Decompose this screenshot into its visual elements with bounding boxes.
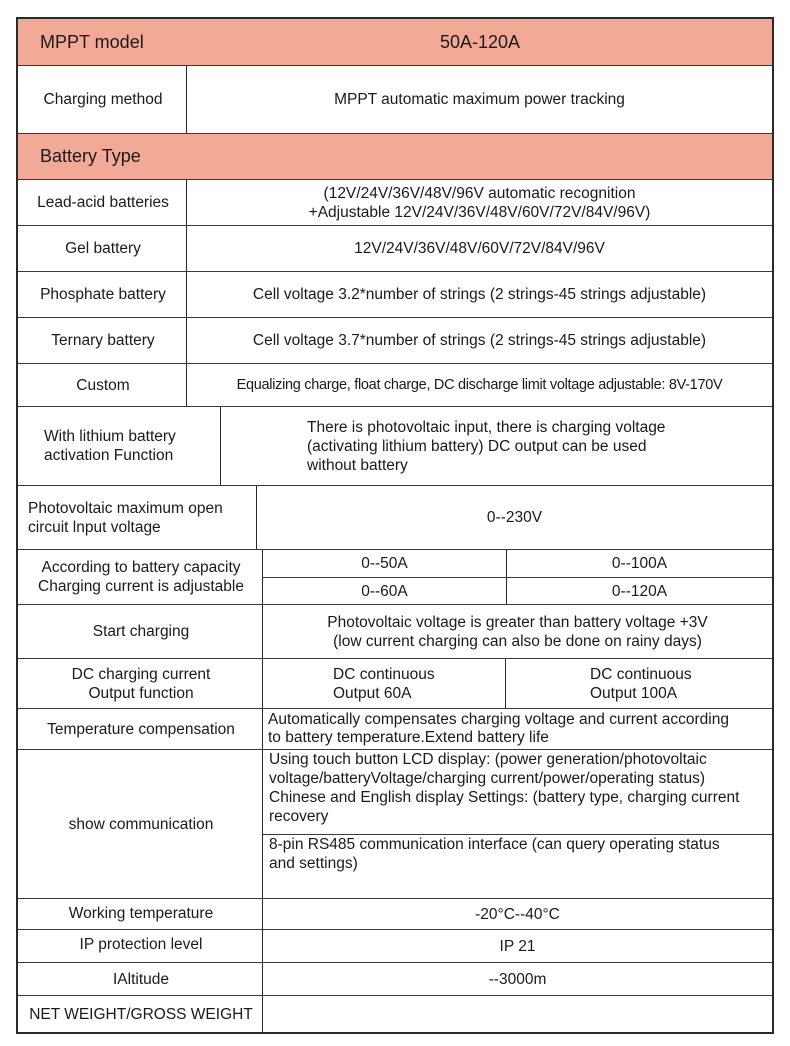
row-dc-output: [18, 659, 772, 709]
lcd-line-4: recovery: [269, 808, 329, 825]
lithium-value-line-1: There is photovoltaic input, there is charging voltage: [307, 418, 666, 436]
row-weight: [18, 996, 772, 1032]
ternary-value: Cell voltage 3.7*number of strings (2 strings-45 strings adjustable): [186, 318, 772, 363]
pv-label-line-2: circuit lnput voltage: [28, 518, 161, 536]
row-ip-protection: [18, 930, 772, 963]
charging-current-label: [18, 550, 264, 604]
dc-output-label-line-2: Output function: [88, 684, 194, 702]
lead-acid-line-2: +Adjustable 12V/24V/36V/48V/60V/72V/84V/96V): [308, 203, 651, 221]
current-60a: 0--60A: [361, 582, 408, 600]
gel-label: Gel battery: [65, 240, 141, 257]
working-temp-value: -20°C--40°C: [262, 899, 772, 929]
altitude-label: IAltitude: [112, 970, 169, 988]
lcd-display-description: [263, 750, 772, 835]
row-show-communication: [18, 750, 772, 899]
charging-current-label-line-2: Charging current is adjustable: [38, 578, 244, 595]
lead-acid-line-1: (12V/24V/36V/48V/96V automatic recognition: [323, 184, 636, 202]
row-pv-voltage: [18, 486, 772, 550]
dc-output-label: [18, 659, 264, 708]
custom-value: Equalizing charge, float charge, DC discharge limit voltage adjustable: 8V-170V: [186, 364, 772, 406]
row-gel: [18, 226, 772, 272]
lcd-line-1: Using touch button LCD display: (power generation/photovoltaic: [269, 751, 707, 768]
lithium-value: [220, 407, 772, 485]
phosphate-label: Phosphate battery: [40, 286, 166, 303]
dc-output-100a: [505, 659, 772, 708]
charging-method-label: Charging method: [43, 91, 163, 108]
lithium-value-line-3: without battery: [307, 456, 408, 474]
dc-output-60a: [262, 659, 507, 708]
custom-label: Custom: [76, 376, 130, 394]
ip-value: IP 21: [262, 930, 772, 962]
start-charging-label: Start charging: [92, 623, 190, 640]
dc-output-label-line-1: DC charging current: [71, 665, 211, 683]
dc-output-100a-line-1: DC continuous: [590, 665, 692, 683]
lithium-label: [18, 407, 222, 485]
working-temp-label: Working temperature: [68, 905, 214, 922]
gel-value: 12V/24V/36V/48V/60V/72V/84V/96V: [186, 226, 772, 271]
lcd-line-2: voltage/batteryVoltage/charging current/power/operating status): [269, 770, 705, 787]
battery-type-heading: Battery Type: [40, 146, 141, 166]
row-temperature-compensation: [18, 709, 772, 750]
row-charging-current: [18, 550, 772, 605]
pv-voltage-label: [18, 486, 258, 549]
weight-label: NET WEIGHT/GROSS WEIGHT: [29, 1005, 253, 1023]
row-phosphate: [18, 272, 772, 318]
weight-value: [262, 996, 772, 1032]
spec-table: [16, 17, 774, 1034]
dc-output-60a-line-2: Output 60A: [333, 684, 412, 702]
current-100a: 0--100A: [506, 550, 772, 577]
pv-voltage-value: 0--230V: [256, 486, 772, 549]
current-120a: 0--120A: [506, 578, 772, 604]
charging-current-grid: [262, 550, 772, 604]
row-altitude: [18, 963, 772, 996]
lead-acid-value: [186, 180, 772, 225]
start-charging-line-2: (low current charging can also be done on rainy days): [333, 632, 702, 650]
mppt-model-value: 50A-120A: [439, 31, 521, 52]
lead-acid-label: Lead-acid batteries: [37, 194, 169, 211]
row-working-temperature: [18, 899, 772, 930]
start-charging-value: [262, 605, 772, 658]
pv-label-line-1: Photovoltaic maximum open: [28, 499, 223, 517]
temp-comp-line-1: Automatically compensates charging voltage and current according: [268, 711, 729, 728]
current-50a: 0--50A: [361, 555, 408, 572]
altitude-value: --3000m: [262, 963, 772, 995]
dc-output-100a-line-2: Output 100A: [590, 684, 678, 702]
row-battery-type-header: [18, 134, 772, 180]
rs485-line-1: 8-pin RS485 communication interface (can query operating status: [269, 836, 720, 853]
show-communication-values: [262, 750, 772, 898]
lithium-value-line-2: (activating lithium battery) DC output can be used: [307, 437, 647, 455]
charging-current-row-1: [263, 550, 772, 578]
lcd-line-3: Chinese and English display Settings: (battery type, charging current: [269, 789, 740, 806]
rs485-description: [263, 835, 772, 898]
temp-comp-value: [262, 709, 772, 749]
charging-method-value: MPPT automatic maximum power tracking: [186, 66, 772, 133]
ternary-label: Ternary battery: [51, 332, 155, 349]
temp-comp-label: Temperature compensation: [47, 720, 235, 738]
row-lithium-activation: [18, 407, 772, 486]
start-charging-line-1: Photovoltaic voltage is greater than battery voltage +3V: [327, 613, 708, 631]
temp-comp-line-2: to battery temperature.Extend battery life: [268, 729, 549, 746]
row-ternary: [18, 318, 772, 364]
row-lead-acid: [18, 180, 772, 226]
charging-current-row-2: [263, 578, 772, 604]
lithium-label-line-1: With lithium battery: [44, 428, 176, 445]
lithium-label-line-2: activation Function: [44, 447, 174, 464]
row-custom: [18, 364, 772, 407]
mppt-model-label: MPPT model: [40, 31, 144, 52]
row-charging-method: [18, 66, 772, 134]
phosphate-value: Cell voltage 3.2*number of strings (2 strings-45 strings adjustable): [186, 272, 772, 317]
show-communication-label: show communication: [68, 815, 214, 833]
rs485-line-2: and settings): [269, 855, 358, 872]
ip-label: IP protection level: [79, 936, 203, 953]
charging-current-label-line-1: According to battery capacity: [41, 559, 241, 576]
dc-output-60a-line-1: DC continuous: [333, 665, 435, 683]
row-start-charging: [18, 605, 772, 659]
row-mppt-model: [18, 19, 772, 66]
